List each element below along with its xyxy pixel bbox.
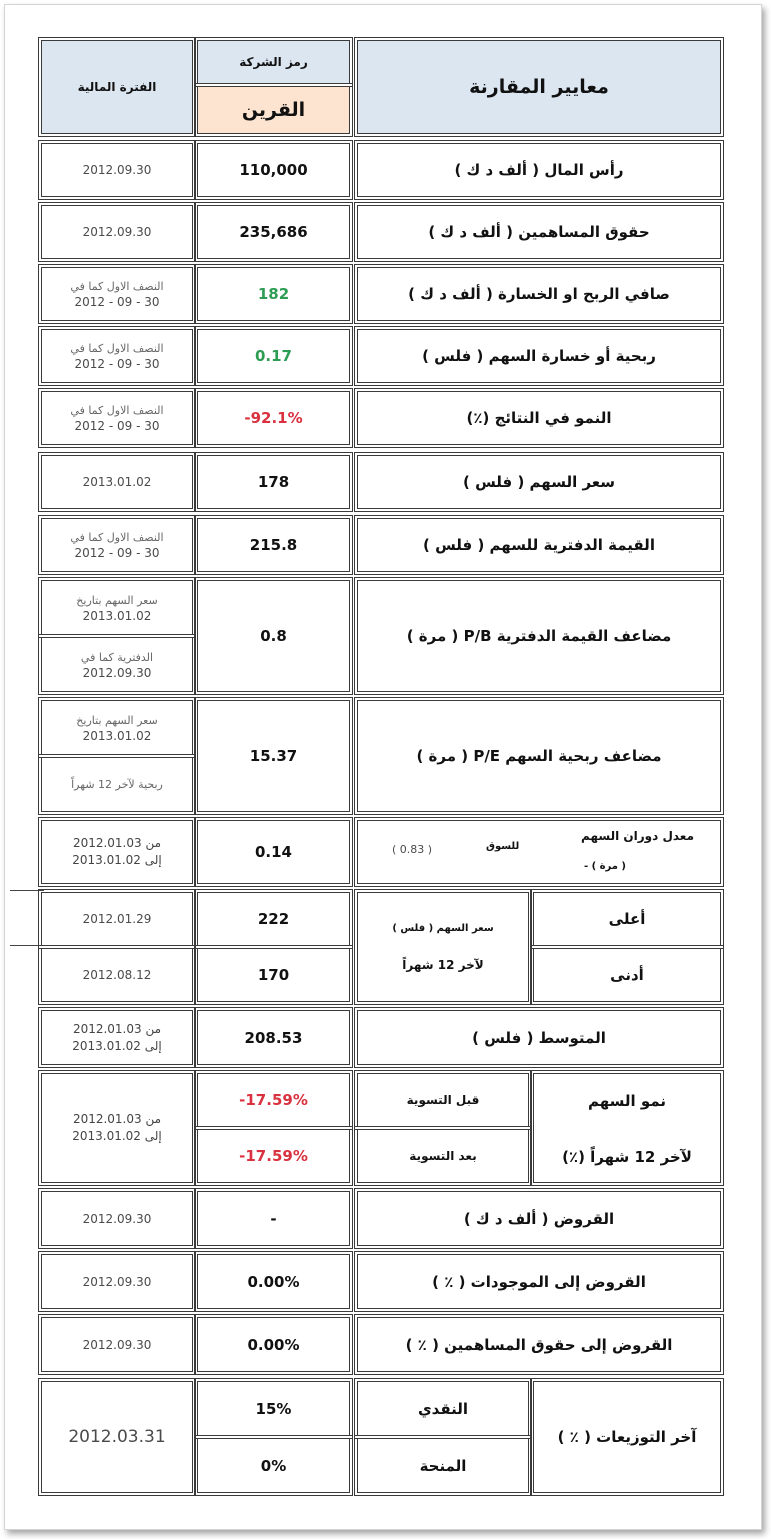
- row-growth-before-value: [197, 1073, 350, 1127]
- header-criteria: [357, 40, 721, 134]
- side-rule-top: [10, 890, 44, 891]
- row-high-period: [41, 892, 193, 946]
- row-book-value-period: [41, 518, 193, 572]
- dividends-cash-label: النقدي: [417, 1399, 469, 1418]
- row-period: 2013.01.02: [82, 475, 152, 489]
- row-capital-period: [41, 143, 193, 197]
- row-loans-equity-period: [41, 1317, 193, 1372]
- row-turnover-label: [357, 820, 721, 884]
- row-label: حقوق المساهمين ( ألف د ك ): [428, 223, 650, 241]
- row-high-low-group: [357, 892, 529, 1002]
- row-net-profit-label: [357, 267, 721, 321]
- row-eps-period: [41, 329, 193, 383]
- turnover-label-line1: معدل دوران السهم: [581, 829, 694, 843]
- turnover-label-line2: ( مرة ) -: [583, 861, 626, 872]
- row-label: النمو في النتائج (٪): [466, 409, 612, 427]
- row-loans-period: [41, 1191, 193, 1246]
- row-period: 2012.09.30: [82, 1274, 152, 1289]
- row-loans-assets-period: [41, 1254, 193, 1309]
- row-value: -17.59%: [239, 1147, 308, 1165]
- row-label: المتوسط ( فلس ): [472, 1028, 606, 1047]
- row-loans-value: [197, 1191, 350, 1246]
- row-net-profit-value: [197, 267, 350, 321]
- dividends-bonus-label: المنحة: [419, 1456, 467, 1475]
- row-value: 170: [257, 966, 290, 984]
- period-note: النصف الاول كما في: [70, 531, 164, 544]
- row-label: مضاعف القيمة الدفترية P/B ( مرة ): [406, 627, 672, 645]
- header-period: [41, 40, 193, 134]
- period-note: النصف الاول كما في: [70, 280, 164, 293]
- period-to: إلى 2013.01.02: [72, 853, 162, 867]
- period-note: الدفترية كما في: [80, 650, 154, 664]
- period-to: إلى 2013.01.02: [72, 1129, 162, 1143]
- period-note: ربحية لآخر 12 شهراً: [71, 777, 163, 791]
- row-share-price-value: [197, 455, 350, 509]
- row-value: 208.53: [244, 1028, 303, 1047]
- row-growth-label: [533, 1073, 721, 1183]
- row-eps-value: [197, 329, 350, 383]
- row-book-value-label: [357, 518, 721, 572]
- row-value: 178: [257, 473, 290, 491]
- row-share-price-period: [41, 455, 193, 509]
- period-date: 2012 - 09 - 30: [74, 419, 160, 433]
- row-period: 2012.09.30: [82, 1211, 152, 1226]
- period-from: من 2012.01.03: [72, 1112, 162, 1126]
- row-value: 110,000: [239, 161, 308, 179]
- row-low-label: [533, 948, 721, 1002]
- row-value: 15.37: [249, 747, 298, 765]
- row-pb-value: [197, 580, 350, 692]
- row-book-value-value: [197, 518, 350, 572]
- row-pe-period-eps: [41, 757, 193, 812]
- row-dividends-cash-label: [357, 1381, 529, 1436]
- row-dividends-bonus-label: [357, 1438, 529, 1493]
- row-growth-after-value: [197, 1129, 350, 1183]
- high-low-group-line2: لآخر 12 شهراً: [402, 957, 484, 972]
- row-value: 0%: [260, 1456, 287, 1475]
- row-label: القروض إلى الموجودات ( ٪ ): [432, 1272, 646, 1291]
- row-period: 2012.09.30: [82, 163, 152, 177]
- row-label: القروض ( ألف د ك ): [463, 1209, 615, 1228]
- growth-label-line2: لآخر 12 شهراً (٪): [562, 1148, 692, 1166]
- row-equity-label: [357, 205, 721, 259]
- row-average-period: [41, 1010, 193, 1065]
- row-value: -: [270, 1209, 277, 1228]
- row-dividends-period: [41, 1381, 193, 1493]
- row-pe-value: [197, 700, 350, 812]
- row-turnover-period: [41, 820, 193, 884]
- row-label: رأس المال ( ألف د ك ): [454, 161, 624, 179]
- period-date: 2012 - 09 - 30: [74, 546, 160, 560]
- row-results-growth-value: [197, 391, 350, 445]
- growth-label-line1: نمو السهم: [587, 1092, 667, 1110]
- header-criteria-label: معايير المقارنة: [469, 76, 609, 98]
- row-loans-label: [357, 1191, 721, 1246]
- row-value: 215.8: [249, 536, 298, 554]
- turnover-market-value: ( 0.83 ): [392, 843, 433, 856]
- row-equity-value: [197, 205, 350, 259]
- header-company-name: [197, 86, 350, 134]
- header-period-label: الفترة المالية: [77, 80, 157, 94]
- row-period: 2012.09.30: [82, 1337, 152, 1352]
- period-date: 2012 - 09 - 30: [74, 295, 160, 309]
- row-value: 182: [257, 285, 290, 303]
- row-turnover-value: [197, 820, 350, 884]
- row-pb-label: [357, 580, 721, 692]
- header-company-symbol-label: رمز الشركة: [239, 55, 308, 69]
- row-average-value: [197, 1010, 350, 1065]
- row-equity-period: [41, 205, 193, 259]
- growth-before-label: قبل التسوية: [406, 1093, 480, 1107]
- row-capital-value: [197, 143, 350, 197]
- period-note: سعر السهم بتاريخ: [76, 593, 158, 607]
- high-label: أعلى: [608, 910, 646, 928]
- row-net-profit-period: [41, 267, 193, 321]
- period-from: من 2012.01.03: [72, 1021, 162, 1036]
- period-note: النصف الاول كما في: [70, 404, 164, 417]
- side-rule-bottom: [10, 945, 44, 946]
- period-note: النصف الاول كما في: [70, 342, 164, 355]
- row-pb-period-book: [41, 637, 193, 692]
- row-dividends-label: [533, 1381, 721, 1493]
- row-high-label: [533, 892, 721, 946]
- row-low-value: [197, 948, 350, 1002]
- growth-after-label: بعد التسوية: [409, 1149, 477, 1163]
- row-label: سعر السهم ( فلس ): [463, 473, 615, 491]
- row-value: -17.59%: [239, 1091, 308, 1109]
- period-date: 2012.09.30: [82, 665, 152, 680]
- row-value: -92.1%: [244, 409, 303, 427]
- row-dividends-bonus-value: [197, 1438, 350, 1493]
- row-value: 0.17: [254, 347, 292, 365]
- row-period: 2012.08.12: [82, 968, 152, 982]
- row-growth-period: [41, 1073, 193, 1183]
- row-label: القروض إلى حقوق المساهمين ( ٪ ): [405, 1335, 673, 1354]
- row-loans-equity-value: [197, 1317, 350, 1372]
- row-capital-label: [357, 143, 721, 197]
- row-value: 0.00%: [247, 1335, 300, 1354]
- period-date: 2013.01.02: [82, 728, 152, 743]
- row-value: 0.00%: [247, 1272, 300, 1291]
- row-average-label: [357, 1010, 721, 1065]
- row-period: 2012.09.30: [82, 225, 152, 239]
- row-low-period: [41, 948, 193, 1002]
- row-results-growth-period: [41, 391, 193, 445]
- header-company-symbol: [197, 40, 350, 84]
- period-from: من 2012.01.03: [72, 836, 162, 850]
- row-results-growth-label: [357, 391, 721, 445]
- row-value: 0.14: [254, 843, 292, 861]
- high-low-group-line1: سعر السهم ( فلس ): [392, 922, 494, 934]
- row-label: مضاعف ربحية السهم P/E ( مرة ): [416, 747, 662, 765]
- row-label: صافي الربح او الخسارة ( ألف د ك ): [408, 285, 670, 303]
- row-pb-period-price: [41, 580, 193, 635]
- row-value: 235,686: [239, 223, 308, 241]
- row-value: 222: [257, 910, 290, 928]
- dividends-label: آخر التوزيعات ( ٪ ): [557, 1428, 697, 1446]
- period-to: إلى 2013.01.02: [72, 1038, 162, 1053]
- row-loans-assets-value: [197, 1254, 350, 1309]
- row-dividends-cash-value: [197, 1381, 350, 1436]
- row-pe-label: [357, 700, 721, 812]
- period-note: سعر السهم بتاريخ: [76, 713, 158, 727]
- period-date: 2012 - 09 - 30: [74, 357, 160, 371]
- row-high-value: [197, 892, 350, 946]
- row-pe-period-price: [41, 700, 193, 755]
- low-label: أدنى: [610, 966, 644, 984]
- row-share-price-label: [357, 455, 721, 509]
- row-loans-assets-label: [357, 1254, 721, 1309]
- row-value: 0.8: [260, 627, 287, 645]
- row-label: القيمة الدفترية للسهم ( فلس ): [423, 536, 655, 554]
- row-label: ربحية أو خسارة السهم ( فلس ): [422, 347, 656, 365]
- header-company-name-label: القرين: [241, 99, 306, 121]
- row-loans-equity-label: [357, 1317, 721, 1372]
- row-value: 15%: [255, 1399, 292, 1418]
- row-period: 2012.03.31: [68, 1427, 166, 1447]
- row-eps-label: [357, 329, 721, 383]
- turnover-label-market: للسوق: [486, 841, 520, 852]
- period-date: 2013.01.02: [82, 608, 152, 623]
- row-growth-after-label: [357, 1129, 529, 1183]
- row-period: 2012.01.29: [82, 912, 152, 926]
- row-growth-before-label: [357, 1073, 529, 1127]
